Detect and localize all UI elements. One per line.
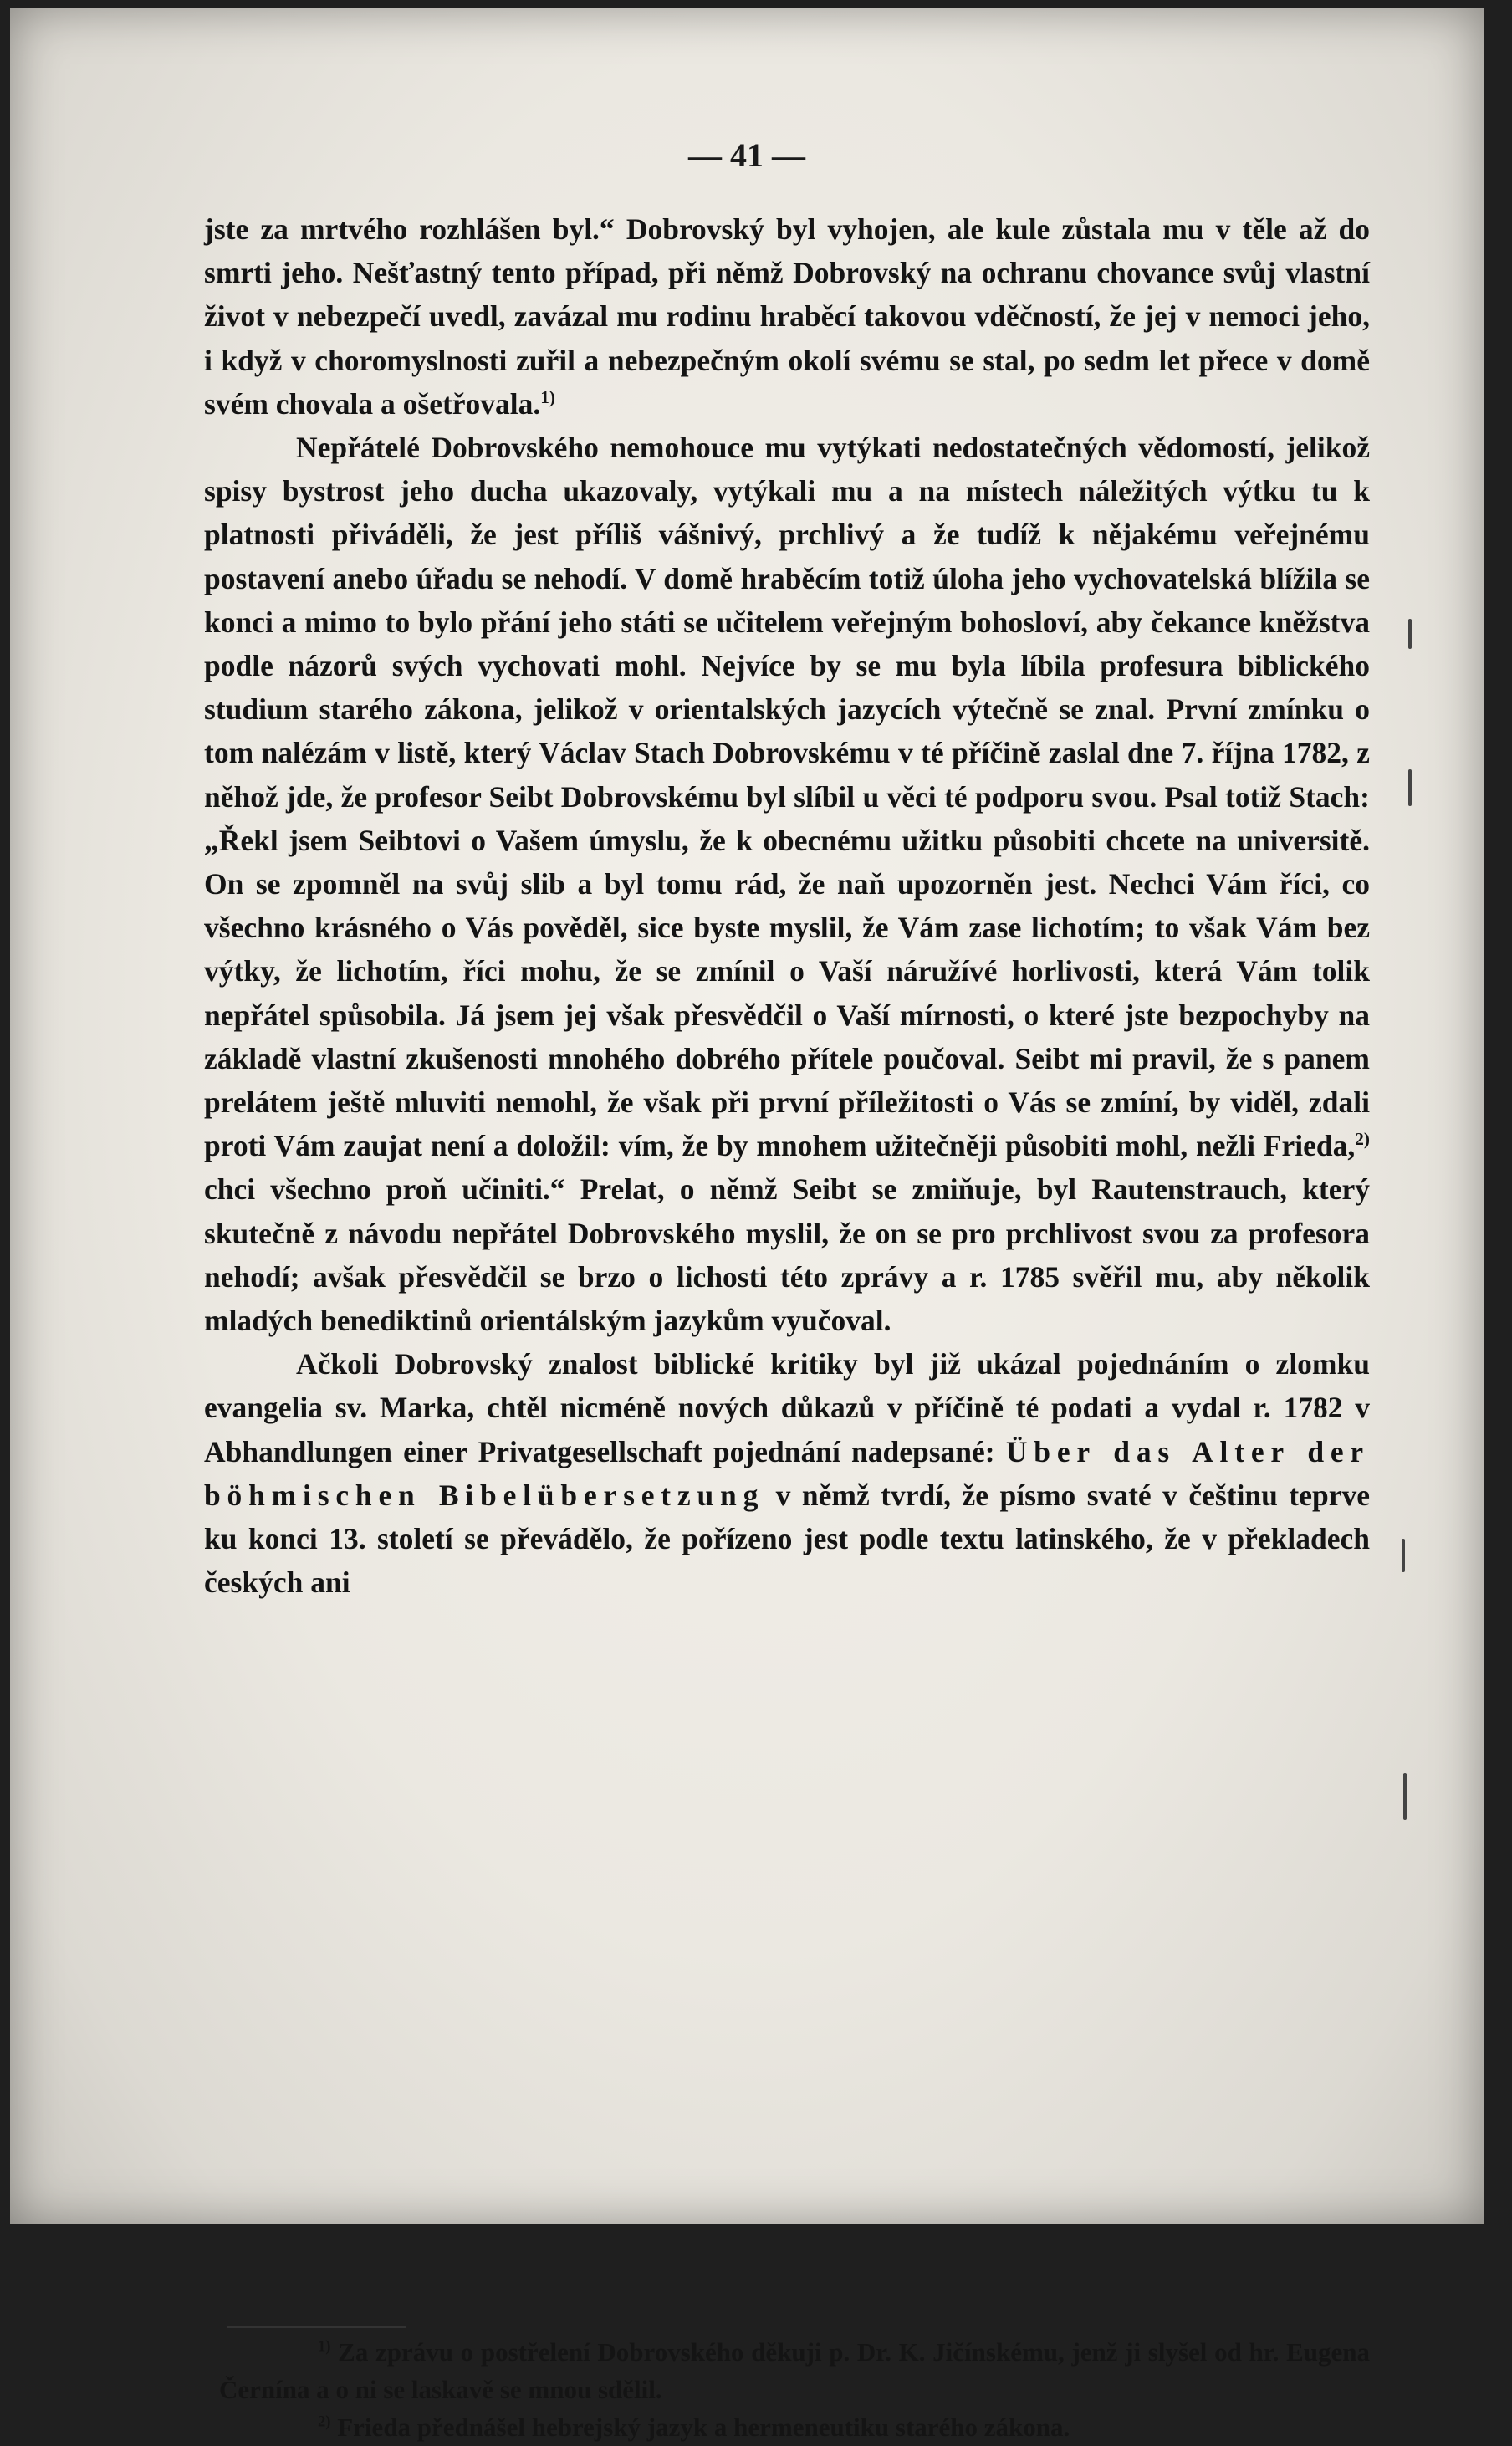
margin-mark <box>1408 769 1412 806</box>
margin-mark <box>1408 619 1412 649</box>
footnote-ref-2: 2) <box>1355 1129 1370 1150</box>
footnote-2 <box>219 2408 1370 2446</box>
paragraph-3-text: Ačkoli Dobrovský znalost biblické kritiky byl již ukázal pojednáním o zlomku evangelia sv. Marka, chtěl nicméně nových důkazů v příčině té podati a vydal r. 1782 v Abhandlungen einer Privatgesellschaft pojednání nadepsané: <box>204 1347 1370 1468</box>
margin-mark <box>1403 1773 1407 1820</box>
margin-mark <box>1402 1539 1405 1572</box>
page-number: — 41 — <box>688 136 805 174</box>
spaced-title: Über das Alter der böhmischen Bibelübersetzung <box>204 1434 1371 1512</box>
footnote-ref-1: 1) <box>540 386 556 407</box>
footnote-separator <box>227 2326 406 2328</box>
paragraph-3-continued: v němž tvrdí, že písmo svaté v češtinu teprve ku konci 13. století se převádělo, že pořízeno jest podle textu latinského, že v překladech českých ani <box>204 1478 1371 1600</box>
footnote-1 <box>219 2333 1370 2408</box>
book-page <box>10 8 1484 2442</box>
footnote-1-text: Za zprávu o postřelení Dobrovského děkuji p. Dr. K. Jičínskému, jenž ji slyšel od hr. Eugena Černína a o ni se laskavě se mnou sdělil. <box>219 2337 1370 2404</box>
footnote-2-text: Frieda přednášel hebrejský jazyk a hermeneutiku starého zákona. <box>337 2413 1070 2442</box>
paragraph-2-continued: chci všechno proň učiniti.“ Prelat, o němž Seibt se zmiňuje, byl Rautenstrauch, který skutečně z návodu nepřátel Dobrovského myslil, že on se pro prchlivost svou za profesora nehodí; avšak přesvědčil se brzo o lichosti této zprávy a r. 1785 svěřil mu, aby několik mladých benediktinů orientálským jazykům vyučoval. <box>204 1172 1370 1338</box>
footnote-2-mark: 2) <box>318 2413 331 2431</box>
paragraph-2-text: Nepřátelé Dobrovského nemohouce mu vytýkati nedostatečných vědomostí, jelikož spisy bystrost jeho ducha ukazovaly, vytýkali mu a na místech náležitých výtku tu k platnosti přiváděli, že jest příliš vášnivý, prchlivý a že tudíž k nějakému veřejnému postavení anebo úřadu se nehodí. V domě hraběcím totiž úloha jeho vychovatelská blížila se konci a mimo to bylo přání jeho státi se učitelem veřejným bohosloví, aby čekance kněžstva podle názorů svých vychovati mohl. Nejvíce by se mu byla líbila profesura biblického studium starého zákona, jelikož v orientalských jazycích výtečně se znal. První zmínku o tom nalézám v listě, který Václav Stach Dobrovskému v té příčině zaslal dne 7. října 1782, z něhož jde, že profesor Seibt Dobrovskému byl slíbil u věci té podporu svou. Psal totiž Stach: „Řekl jsem Seibtovi o Vašem úmyslu, že k obecnému užitku působiti chcete na universitě. On se zpomněl na svůj slib a byl tomu rád, že naň upozorněn jest. Nechci Vám říci, co všechno krásného o Vás pověděl, sice byste myslil, že Vám zase lichotím; to však Vám bez výtky, že lichotím, říci mohu, že se zmínil o Vaší náružívé horlivosti, která Vám tolik nepřátel spůsobila. Já jsem jej však přesvědčil o Vaší mírnosti, o které jste bezpochyby na základě vlastní zkušenosti mnohého dobrého přítele poučoval. Seibt mi pravil, že s panem prelátem ještě mluviti nemohl, že však při první příležitosti o Vás se zmíní, by viděl, zdali proti Vám zaujat není a doložil: vím, že by mnohem užitečněji působiti mohl, nežli Frieda, <box>204 431 1370 1163</box>
main-text <box>204 207 1370 1605</box>
paragraph-2 <box>204 426 1370 1342</box>
paragraph-1 <box>204 207 1370 426</box>
paragraph-3 <box>204 1342 1370 1604</box>
paragraph-1-text: jste za mrtvého rozhlášen byl.“ Dobrovský byl vyhojen, ale kule zůstala mu v těle až do smrti jeho. Nešťastný tento případ, při němž Dobrovský na ochranu chovance svůj vlastní život v nebezpečí uvedl, zavázal mu rodinu hraběcí takovou vděčností, že jej v nemoci jeho, i když v choromyslnosti zuřil a nebezpečným okolí svému se stal, po sedm let přece v domě svém chovala a ošetřovala. <box>204 212 1370 421</box>
footnote-1-mark: 1) <box>318 2337 331 2356</box>
footnotes <box>219 2333 1370 2446</box>
